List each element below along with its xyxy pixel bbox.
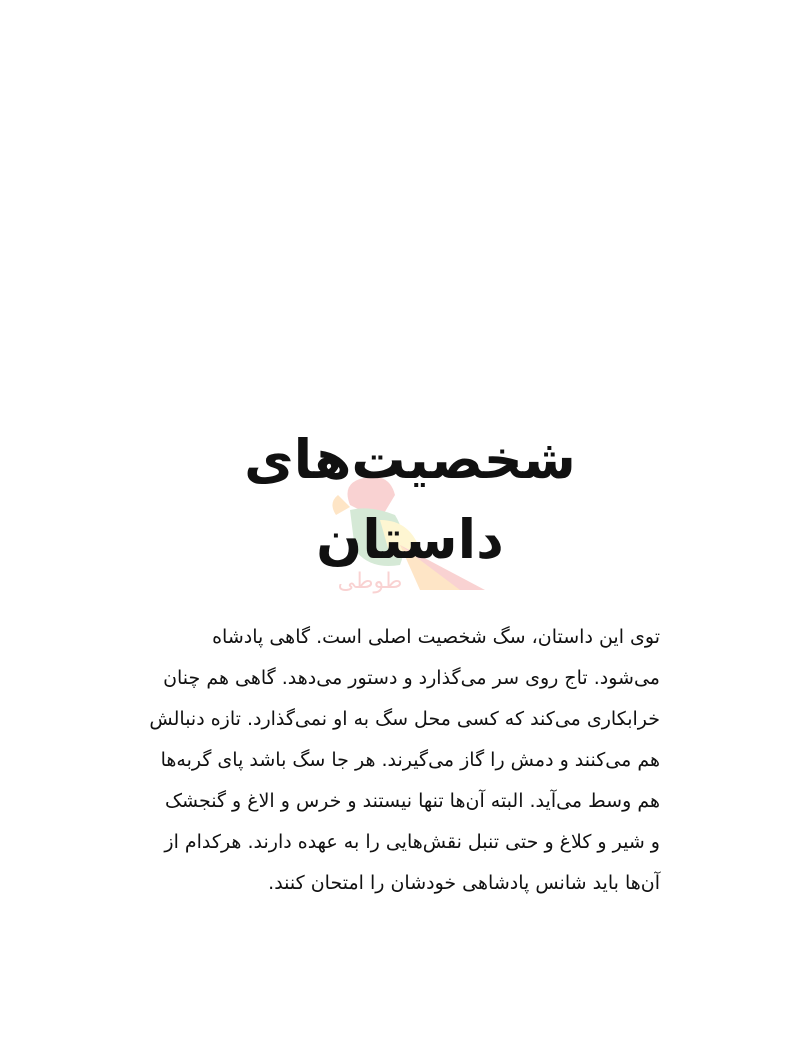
paragraph-line: هم می‌کنند و دمش را گاز می‌گیرند. هر جا سگ باشد پای گربه‌ها (160, 749, 660, 771)
watermark-text: طوطی (337, 569, 403, 594)
paragraph-line: می‌شود. تاج روی سر می‌گذارد و دستور می‌دهد. گاهی هم چنان (163, 667, 660, 689)
paragraph-line: توی این داستان، سگ شخصیت اصلی است. گاهی پادشاه (212, 626, 660, 648)
page-title: شخصیت‌های داستان (244, 428, 576, 571)
paragraph-line: هم وسط می‌آید. البته آن‌ها تنها نیستند و خرس و الاغ و گنجشک (164, 790, 660, 812)
paragraph-line: و شیر و کلاغ و حتی تنبل نقش‌هایی را به عهده دارند. هرکدام از (164, 831, 660, 853)
story-paragraph (140, 617, 660, 904)
paragraph-line: خرابکاری می‌کند که کسی محل سگ به او نمی‌گذارد. تازه دنبالش (149, 708, 660, 730)
paragraph-line: آن‌ها باید شانس پادشاهی خودشان را امتحان کنند. (268, 872, 660, 894)
